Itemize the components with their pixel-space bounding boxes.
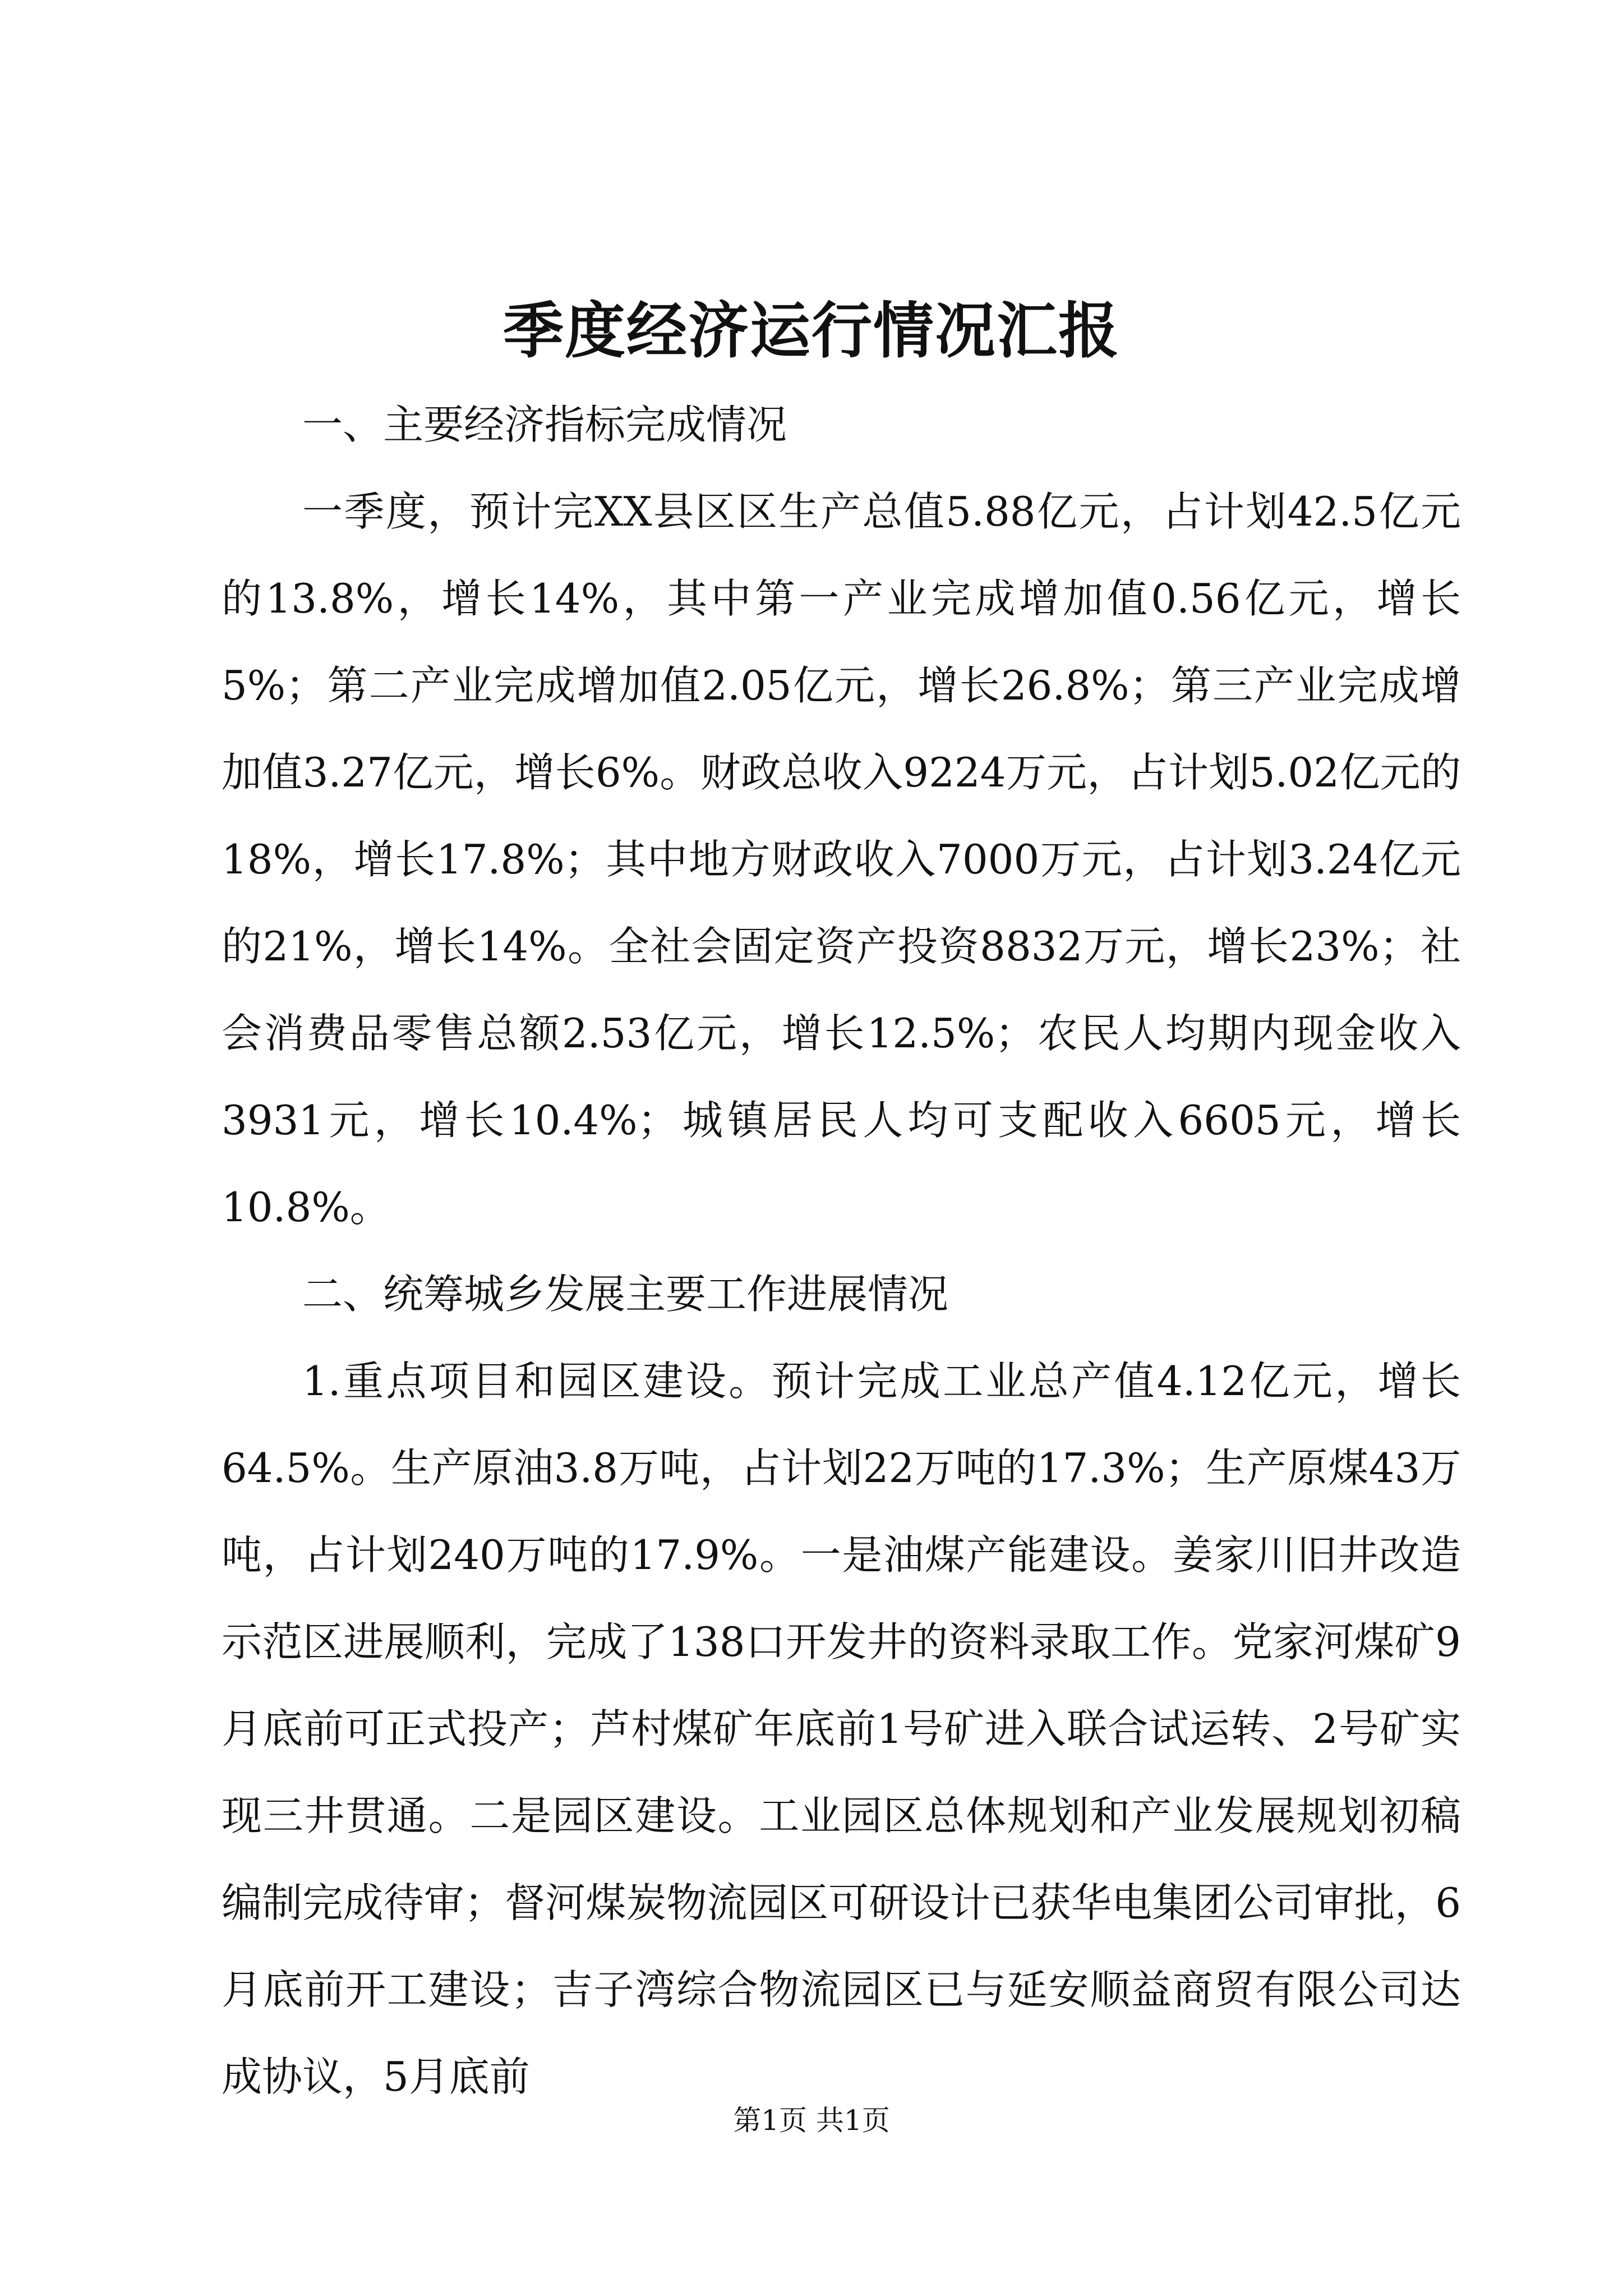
section-2-paragraph-1: 1.重点项目和园区建设。预计完成工业总产值4.12亿元，增长64.5%。生产原油3.8万吨，占计划22万吨的17.3%；生产原煤43万吨，占计划240万吨的17.9%。一是油煤产能建设。姜家川旧井改造示范区进展顺利，完成了138口开发井的资料录取工作。党家河煤矿9月底前可正式投产；芦村煤矿年底前1号矿进入联合试运转、2号矿实现三井贯通。二是园区建设。工业园区总体规划和产业发展规划初稿编制完成待审；督河煤炭物流园区可研设计已获华电集团公司审批，6月底前开工建设；吉子湾综合物流园区已与延安顺益商贸有限公司达成协议，5月底前 <box>222 1358 1461 2100</box>
document-title: 季度经济运行情况汇报 <box>502 296 1120 366</box>
page-number-footer: 第1页 共1页 <box>733 2104 890 2137</box>
document-body <box>222 381 1461 2120</box>
section-heading-2: 二、统筹城乡发展主要工作进展情况 <box>302 1271 949 1318</box>
section-heading-1: 一、主要经济指标完成情况 <box>302 401 787 448</box>
section-1-paragraph-1: 一季度，预计完XX县区区生产总值5.88亿元，占计划42.5亿元的13.8%，增长14%，其中第一产业完成增加值0.56亿元，增长5%；第二产业完成增加值2.05亿元，增长26.8%；第三产业完成增加值3.27亿元，增长6%。财政总收入9224万元，占计划5.02亿元的18%，增长17.8%；其中地方财政收入7000万元，占计划3.24亿元的21%，增长14%。全社会固定资产投资8832万元，增长23%；社会消费品零售总额2.53亿元，增长12.5%；农民人均期内现金收入3931元，增长10.4%；城镇居民人均可支配收入6605元，增长10.8%。 <box>222 488 1461 1231</box>
